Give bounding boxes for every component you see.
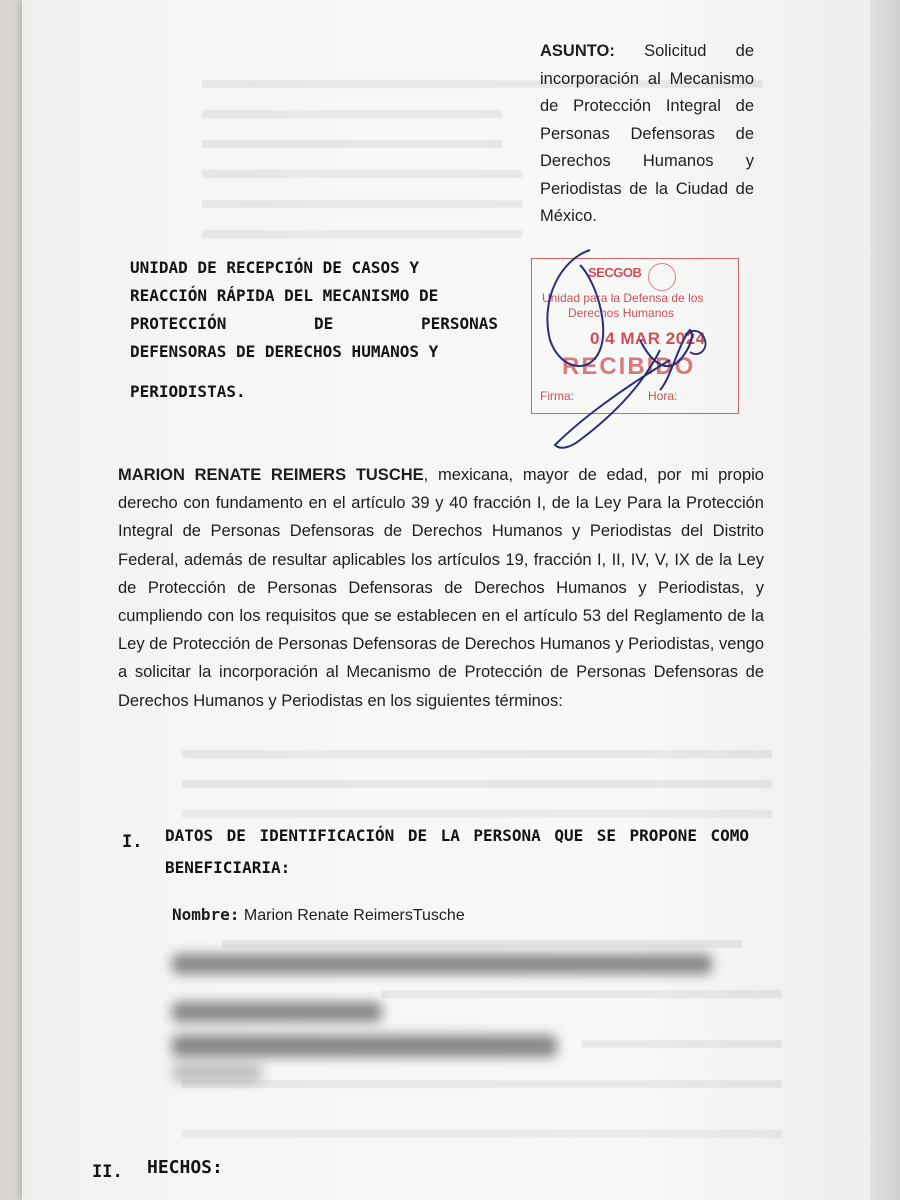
redacted-line [172,1035,557,1057]
addressee-line: PROTECCIÓN DE PERSONAS [130,314,498,333]
stamp-hora-label: Hora: [648,389,678,403]
stamp-line-2: Derechos Humanos [568,306,675,320]
redacted-line [172,954,712,974]
redacted-line [172,1002,382,1022]
addressee-line: DEFENSORAS DE DERECHOS HUMANOS Y [130,342,439,361]
stamp-date: 0 4 MAR 2024 [590,329,706,348]
asunto-block [540,38,754,231]
asunto-label: ASUNTO: [540,42,615,60]
body-text: , mexicana, mayor de edad, por mi propio derecho con fundamento en el artículo 39 y 40 fracción I, de la Ley Para la Protección Integral de Personas Defensoras de Derechos Humanos y Periodistas del Distrito Federal, además de resultar aplicables los artículos 19, fracción I, II, IV, V, IX de la Ley de Protección de Personas Defensoras de Derechos Humanos y Periodistas, y cumpliendo con los requisitos que se establecen en el artículo 53 del Reglamento de la Ley de Protección de Personas Defensoras de Derechos Humanos y Periodistas, vengo a solicitar la incorporación al Mecanismo de Protección de Personas Defensoras de Derechos Humanos y Periodistas en los siguientes términos: [118,466,764,710]
page-edge [870,0,900,1200]
section-2-number: II. [92,1162,123,1182]
nombre-value: Marion Renate ReimersTusche [243,907,465,924]
asunto-text: Solicitud de incorporación al Mecanismo de Protección Integral de Personas Defensoras de Derechos Humanos y Periodistas de la Ciudad de México. [540,42,754,225]
addressee-line: UNIDAD DE RECEPCIÓN DE CASOS Y [130,258,419,277]
stamp-received: RECIBIDO [562,353,696,380]
petitioner-name: MARION RENATE REIMERS TUSCHE [118,466,424,484]
signature-mark [520,240,730,460]
section-2-title: HECHOS: [147,1157,223,1178]
stamp-firma-label: Firma: [540,389,574,403]
redacted-line [172,1064,262,1082]
nombre-field [172,905,465,925]
addressee-block [130,254,498,366]
section-1-title: DATOS DE IDENTIFICACIÓN DE LA PERSONA QUE SE PROPONE COMO BENEFICIARIA: [165,826,749,877]
addressee-last-line: PERIODISTAS. [130,382,246,401]
stamp-agency: SECGOB [588,265,642,280]
stamp-line-1: Unidad para la Defensa de los [542,291,704,305]
section-1-number: I. [122,832,143,852]
body-paragraph [118,461,764,715]
nombre-label: Nombre: [172,905,240,924]
document-page [22,0,900,1200]
addressee-line: REACCIÓN RÁPIDA DEL MECANISMO DE [130,286,439,305]
